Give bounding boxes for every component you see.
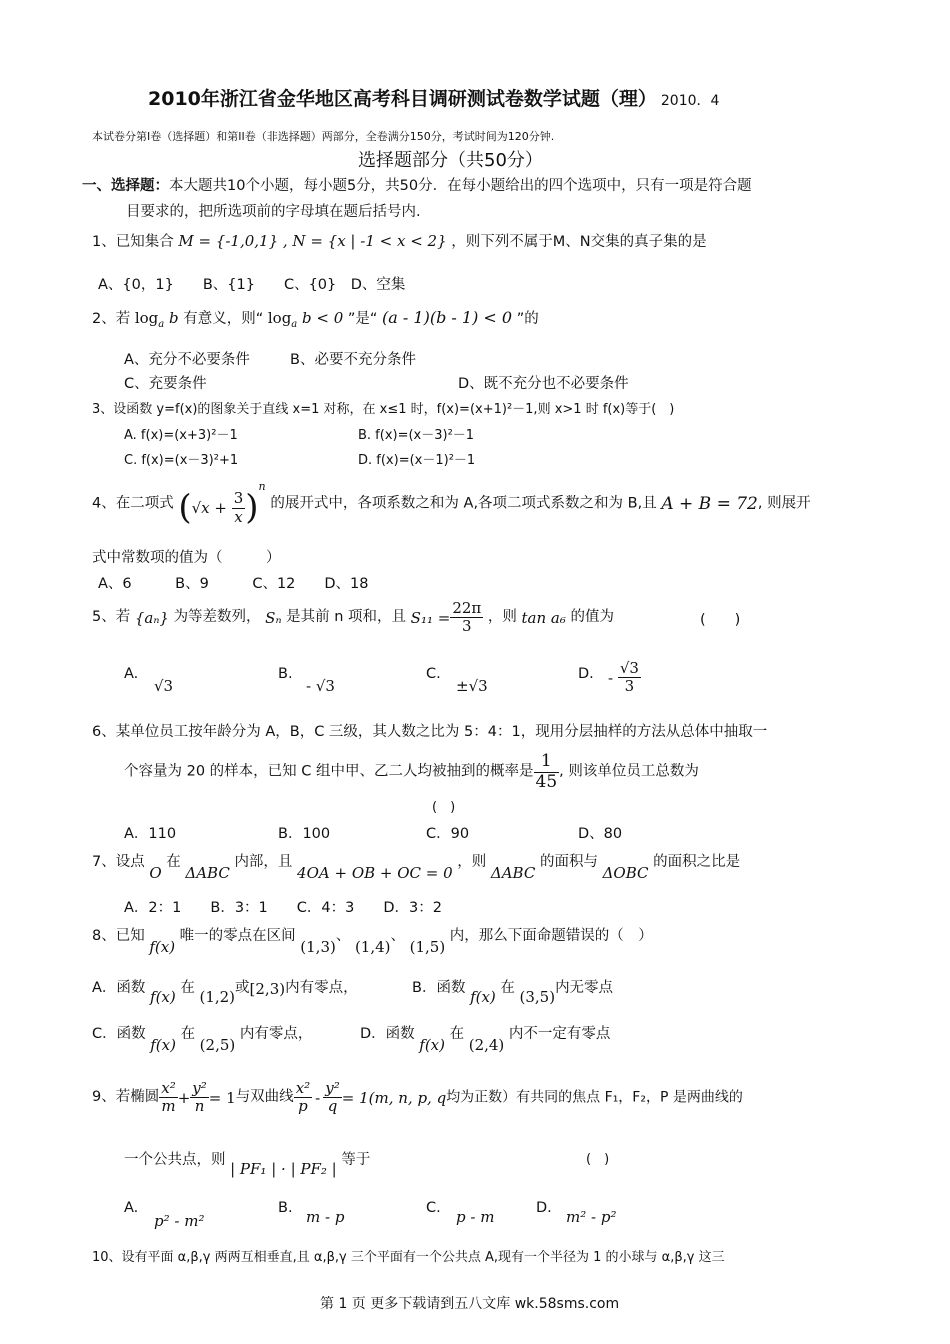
q5-text-c: 是其前 n 项和，且 — [286, 609, 407, 626]
q1-text-b: ，则下列不属于M、N交集的真子集的是 — [451, 234, 707, 250]
q9-eq-2: = 1(m, n, p, q — [341, 1088, 447, 1107]
q5-option-d-label: D. — [578, 666, 594, 682]
q3-option-a: A. f(x)=(x+3)²－1 — [124, 428, 238, 443]
q1-math: M = {-1,0,1} , N = {x | -1 < x < 2} — [178, 232, 447, 250]
q9-option-b-label: B. — [278, 1200, 293, 1216]
exam-title — [148, 88, 719, 111]
exam-intro: 本试卷分第I卷（选择题）和第II卷（非选择题）两部分，全卷满分150分，考试时间为120分钟. — [92, 130, 555, 143]
q9-text-a: 9、若椭圆 — [92, 1089, 160, 1106]
q5-text-e: 的值为 — [570, 609, 614, 626]
question-10-stem: 10、设有平面 α,β,γ 两两互相垂直,且 α,β,γ 三个平面有一个公共点 A,现有一个半径为 1 的小球与 α,β,γ 这三 — [92, 1250, 725, 1265]
q8-option-b: B．函数 f(x) 在 (3,5)内无零点 — [412, 980, 614, 1006]
q5-math-3: S₁₁ = — [410, 608, 451, 627]
q8-text-b: 唯一的零点在区间 — [179, 928, 296, 944]
q9-option-c-value: p - m — [456, 1208, 495, 1226]
q5-math-2: Sₙ — [265, 608, 282, 627]
question-7-stem — [92, 852, 741, 882]
q7-text-b: 在 — [166, 854, 181, 870]
question-5-stem — [92, 600, 614, 636]
q2-text-d: ”的 — [516, 311, 539, 327]
q5-text-d: ，则 — [487, 609, 517, 626]
q8-sep-2: 、 — [390, 928, 406, 944]
q2-option-a: A、充分不必要条件 — [124, 352, 250, 368]
q9-line-2 — [124, 1150, 371, 1178]
question-4-stem — [92, 480, 811, 528]
q8-text-c: 内，那么下面命题错误的（ ） — [449, 928, 653, 944]
q9-minus: - — [315, 1088, 321, 1107]
q5-option-d-value: - $\frac{√3}{3}$ — [608, 659, 639, 696]
question-2-stem — [92, 308, 539, 331]
question-1-stem — [92, 232, 707, 251]
q2-math-1: $\log_a b$ — [134, 309, 179, 330]
q6-fraction: $\frac{1}{45}$ — [535, 751, 558, 792]
q9-text-c: 均为正数）有共同的焦点 F₁，F₂，P 是两曲线的 — [446, 1089, 743, 1106]
q3-option-d: D. f(x)=(x－1)²－1 — [358, 453, 476, 468]
q2-text-c: ”是“ — [347, 311, 378, 327]
q8-option-a: A．函数 f(x) 在 (1,2)或[2,3)内有零点， — [92, 980, 358, 1006]
q4-text-c: , 则展开 — [757, 495, 811, 512]
q5-answer-paren: ( ) — [700, 612, 741, 628]
q9-frac-1: $\frac{\text{x²}}{m}$ — [161, 1079, 176, 1116]
q9-text-b: 与双曲线 — [235, 1089, 294, 1106]
q9-eq-1: = 1 — [208, 1088, 236, 1107]
instructions-text-1: 本大题共10个小题，每小题5分，共50分．在每小题给出的四个选项中，只有一项是符合题 — [169, 178, 752, 194]
question-3-stem: 3、设函数 y=f(x)的图象关于直线 x=1 对称，在 x≤1 时，f(x)=(x+1)²－1,则 x>1 时 f(x)等于( ) — [92, 402, 675, 417]
q9-text-d: 一个公共点，则 — [124, 1152, 226, 1168]
q9-plus: + — [177, 1088, 191, 1107]
q5-option-a-value: √3 — [154, 677, 174, 695]
q2-option-c: C、充要条件 — [124, 376, 207, 392]
q8-text-a: 8、已知 — [92, 928, 145, 944]
q3-option-c: C. f(x)=(x－3)²+1 — [124, 453, 239, 468]
q9-option-d-label: D. — [536, 1200, 552, 1216]
q4-line-2: 式中常数项的值为（ ） — [92, 550, 281, 566]
q5-text-a: 5、若 — [92, 609, 131, 626]
title-text: 2010年浙江省金华地区高考科目调研测试卷数学试题（理） — [148, 88, 657, 110]
q8-math-3: (1,4) — [354, 938, 391, 956]
instructions-line-2: 目要求的，把所选项前的字母填在题后括号内. — [126, 204, 421, 220]
q7-options: A．2：1 B．3：1 C．4：3 D．3：2 — [124, 900, 442, 916]
q5-option-b-label: B. — [278, 666, 293, 682]
q9-frac-4: $\frac{\text{y²}}{q}$ — [325, 1079, 340, 1116]
q5-fraction: $\frac{22\pi}{3}$ — [452, 599, 482, 636]
q6-text-b: , 则该单位员工总数为 — [559, 763, 699, 780]
q9-text-e: 等于 — [341, 1152, 371, 1168]
q9-option-d-value: m² - p² — [566, 1208, 617, 1226]
q8-option-d: D．函数 f(x) 在 (2,4) 内不一定有零点 — [360, 1026, 611, 1054]
q7-text-e: 的面积与 — [539, 854, 598, 870]
q6-line-2 — [124, 752, 699, 792]
q9-option-a-label: A. — [124, 1200, 139, 1216]
q6-text-a: 个容量为 20 的样本，已知 C 组中甲、乙二人均被抽到的概率是 — [124, 763, 534, 780]
q7-math-5: ΔOBC — [602, 864, 649, 882]
q6-option-b: B．100 — [278, 826, 331, 842]
q9-math-5: | PF₁ | · | PF₂ | — [230, 1160, 337, 1178]
section-heading: 选择题部分（共50分） — [358, 150, 543, 171]
q7-text-a: 7、设点 — [92, 854, 145, 870]
q7-text-c: 内部，且 — [234, 854, 293, 870]
q7-math-1: O — [149, 864, 162, 882]
q7-text-d: ，则 — [457, 854, 487, 870]
q8-math-1: f(x) — [149, 938, 176, 956]
q5-math-4: tan a₆ — [521, 608, 566, 627]
q7-math-3: 4OA + OB + OC = 0 — [297, 864, 453, 882]
q3-option-b: B. f(x)=(x－3)²－1 — [358, 428, 475, 443]
instructions-line-1 — [82, 178, 752, 195]
q9-frac-3: $\frac{\text{x²}}{p}$ — [295, 1079, 311, 1116]
q8-math-2: (1,3) — [300, 938, 336, 956]
q5-text-b: 为等差数列， — [173, 609, 261, 626]
q4-binomial: (√x + $\frac{3}{x}$ )$^n$ — [178, 480, 266, 528]
question-1-options: A、{0，1} B、{1} C、{0} D、空集 — [98, 277, 406, 293]
q4-text-b: 的展开式中，各项系数之和为 A,各项二项式系数之和为 B,且 — [270, 495, 657, 512]
q4-text-a: 4、在二项式 — [92, 495, 174, 512]
q8-option-c: C．函数 f(x) 在 (2,5) 内有零点， — [92, 1026, 313, 1054]
q7-math-2: ΔABC — [185, 864, 230, 882]
q5-option-a-label: A. — [124, 666, 139, 682]
q6-option-a: A．110 — [124, 826, 177, 842]
page-footer: 第 1 页 更多下载请到五八文库 wk.58sms.com — [320, 1296, 620, 1312]
q2-text-b: 有意义，则“ — [183, 311, 264, 327]
q7-math-4: ΔABC — [490, 864, 536, 882]
q9-option-b-value: m - p — [306, 1208, 345, 1226]
q7-text-f: 的面积之比是 — [653, 854, 741, 870]
title-date: 2010．4 — [660, 93, 720, 109]
q2-option-d: D、既不充分也不必要条件 — [458, 376, 629, 392]
instructions-label: 一、选择题： — [82, 178, 169, 194]
q5-math-1: {aₙ} — [134, 608, 169, 627]
q6-option-d: D、80 — [578, 826, 623, 842]
question-8-stem — [92, 926, 653, 956]
q1-text-a: 1、已知集合 — [92, 234, 174, 250]
q2-text-a: 2、若 — [92, 311, 131, 327]
q9-frac-2: $\frac{\text{y²}}{n}$ — [192, 1079, 207, 1116]
q8-sep-1: 、 — [335, 928, 351, 944]
q5-option-c-value: ±√3 — [456, 677, 488, 695]
question-9-stem — [92, 1080, 743, 1116]
q6-answer-paren: ( ) — [432, 800, 456, 815]
q9-option-c-label: C. — [426, 1200, 441, 1216]
q5-option-c-label: C. — [426, 666, 441, 682]
q2-math-3: (a - 1)(b - 1) < 0 — [382, 308, 513, 327]
q8-math-4: (1,5) — [409, 938, 446, 956]
q4-options: A、6 B、9 C、12 D、18 — [98, 576, 369, 592]
q9-option-a-value: p² - m² — [154, 1212, 205, 1230]
q6-line-1: 6、某单位员工按年龄分为 A，B，C 三级，其人数之比为 5：4：1，现用分层抽样的方法从总体中抽取一 — [92, 724, 768, 740]
q2-option-b: B、必要不充分条件 — [290, 352, 416, 368]
q4-math-2: A + B = 72 — [661, 494, 758, 514]
q9-answer-paren: ( ) — [586, 1152, 610, 1167]
q6-option-c: C．90 — [426, 826, 470, 842]
q5-option-b-value: - √3 — [306, 677, 335, 695]
q2-math-2: $\log_a b < 0$ — [267, 309, 344, 330]
